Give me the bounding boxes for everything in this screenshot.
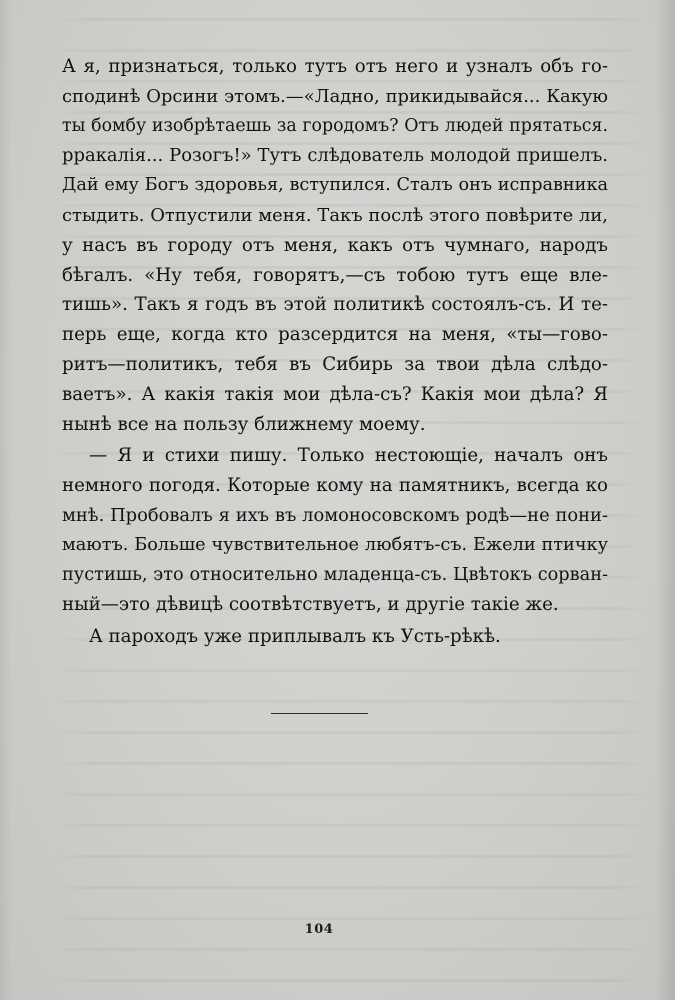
text-line: тишь». Такъ я годъ въ этой политикѣ состоялъ-съ. И те- xyxy=(62,294,608,316)
text-line: нынѣ все на пользу ближнему моему. xyxy=(62,413,426,435)
text-line: стыдить. Отпустили меня. Такъ послѣ этого повѣрите ли, xyxy=(62,204,608,226)
text-line: у насъ въ городу отъ меня, какъ отъ чумнаго, народъ xyxy=(62,234,608,256)
text-line: мнѣ. Пробовалъ я ихъ въ ломоносовскомъ родѣ—не пони- xyxy=(62,504,608,526)
text-line: Дай ему Богъ здоровья, вступился. Сталъ онъ исправника xyxy=(62,175,608,196)
page-number: 104 xyxy=(304,922,334,937)
paragraph-1 xyxy=(62,52,608,439)
page-shadow-left xyxy=(0,0,12,1000)
text-line: немного погодя. Которые кому на памятникъ, всегда ко xyxy=(62,475,608,497)
paragraph-2 xyxy=(62,441,608,620)
text-line: пустишь, это относительно младенца-съ. Цвѣтокъ сорван- xyxy=(62,564,608,585)
text-line: ты бомбу изобрѣтаешь за городомъ? Отъ людей прятаться. xyxy=(62,115,608,136)
section-divider-rule xyxy=(271,713,368,714)
text-line: — Я и стихи пишу. Только нестоющіе, началъ онъ xyxy=(89,445,608,467)
text-line: А я, признаться, только тутъ отъ него и узналъ объ го- xyxy=(62,56,608,77)
paragraph-3 xyxy=(62,622,608,652)
text-line: А пароходъ уже приплывалъ къ Усть-рѣкѣ. xyxy=(89,626,501,648)
text-line: сподинѣ Орсини этомъ.—«Ладно, прикидывайся... Какую xyxy=(62,85,608,107)
page-shadow-right xyxy=(655,0,675,1000)
text-line: рракалія... Розогъ!» Тутъ слѣдователь молодой пришелъ. xyxy=(62,145,608,167)
body-text xyxy=(62,52,608,652)
text-line: ваетъ». А какія такія мои дѣла-съ? Какія мои дѣла? Я xyxy=(62,383,608,405)
text-line: бѣгалъ. «Ну тебя, говорятъ,—съ тобою тутъ еще вле- xyxy=(62,264,608,286)
text-line: ный—это дѣвицѣ соотвѣтствуетъ, и другіе такіе же. xyxy=(62,594,559,616)
text-line: ритъ—политикъ, тебя въ Сибирь за твои дѣла слѣдо- xyxy=(62,353,608,375)
text-line: перь еще, когда кто разсердится на меня, «ты—гово- xyxy=(62,324,608,346)
text-line: маютъ. Больше чувствительное любятъ-съ. Ежели птичку xyxy=(62,534,608,555)
